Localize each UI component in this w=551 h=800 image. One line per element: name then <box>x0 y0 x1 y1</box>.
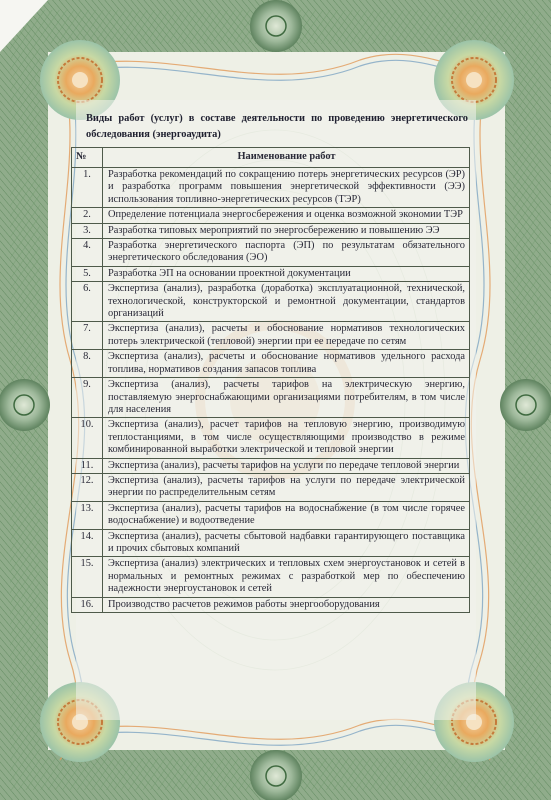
table-row <box>72 168 470 208</box>
table-row <box>72 223 470 238</box>
work-name: Разработка энергетического паспорта (ЭП) по результатам обязательного энергетического обследования (ЭО) <box>103 239 470 267</box>
work-name: Экспертиза (анализ), расчеты сбытовой надбавки гарантирующего поставщика и прочих сбытовых компаний <box>103 529 470 557</box>
table-row <box>72 529 470 557</box>
table-row <box>72 597 470 612</box>
work-name: Разработка ЭП на основании проектной документации <box>103 266 470 281</box>
table-row <box>72 208 470 223</box>
row-number: 3. <box>72 223 103 238</box>
works-table <box>71 147 470 613</box>
work-name: Экспертиза (анализ), расчеты тарифов на водоснабжение (в том числе горячее водоснабжение) и водоотведение <box>103 501 470 529</box>
table-row <box>72 501 470 529</box>
row-number: 12. <box>72 473 103 501</box>
table-row <box>72 322 470 350</box>
work-name: Разработка типовых мероприятий по энергосбережению и повышению ЭЭ <box>103 223 470 238</box>
row-number: 8. <box>72 350 103 378</box>
row-number: 6. <box>72 282 103 322</box>
row-number: 14. <box>72 529 103 557</box>
table-row <box>72 378 470 418</box>
work-name: Экспертиза (анализ), расчеты тарифов на электрическую энергию, поставляемую энергоснабжающими организациями потребителям, в том числе для населения <box>103 378 470 418</box>
table-header-row <box>72 148 470 168</box>
row-number: 16. <box>72 597 103 612</box>
row-number: 2. <box>72 208 103 223</box>
row-number: 1. <box>72 168 103 208</box>
work-name: Экспертиза (анализ) электрических и тепловых схем энергоустановок и сетей в нормальных и ремонтных режимах с разработкой мер по обеспечению надежности энергоустановок и сетей <box>103 557 470 597</box>
work-name: Производство расчетов режимов работы энергооборудования <box>103 597 470 612</box>
row-number: 10. <box>72 418 103 458</box>
row-number: 4. <box>72 239 103 267</box>
row-number: 7. <box>72 322 103 350</box>
table-row <box>72 266 470 281</box>
table-row <box>72 282 470 322</box>
table-row <box>72 239 470 267</box>
column-header-number: № <box>72 148 103 168</box>
row-number: 11. <box>72 458 103 473</box>
table-row <box>72 350 470 378</box>
work-name: Экспертиза (анализ), расчеты тарифов на услуги по передаче тепловой энергии <box>103 458 470 473</box>
row-number: 9. <box>72 378 103 418</box>
table-row <box>72 473 470 501</box>
row-number: 5. <box>72 266 103 281</box>
table-row <box>72 418 470 458</box>
work-name: Экспертиза (анализ), расчеты тарифов на услуги по передаче электрической энергии по распределительным сетям <box>103 473 470 501</box>
table-row <box>72 458 470 473</box>
work-name: Экспертиза (анализ), разработка (доработка) эксплуатационной, технической, технологической, конструкторской и ремонтной документации, стандартов организаций <box>103 282 470 322</box>
work-name: Определение потенциала энергосбережения и оценка возможной экономии ТЭР <box>103 208 470 223</box>
work-name: Экспертиза (анализ), расчеты и обоснование нормативов технологических потерь электрической (тепловой) энергии при ее передаче по сетям <box>103 322 470 350</box>
document-heading: Виды работ (услуг) в составе деятельности по проведению энергетического обследования (энергоаудита) <box>86 113 468 140</box>
column-header-work-name: Наименование работ <box>103 148 470 168</box>
work-name: Разработка рекомендаций по сокращению потерь энергетических ресурсов (ЭР) и разработка программ повышения энергетической эффективности (ЭЭ) использования топливно-энергетических ресурсов (ТЭР) <box>103 168 470 208</box>
row-number: 15. <box>72 557 103 597</box>
row-number: 13. <box>72 501 103 529</box>
work-name: Экспертиза (анализ), расчеты и обоснование нормативов удельного расхода топлива, нормативов создания запасов топлива <box>103 350 470 378</box>
work-name: Экспертиза (анализ), расчет тарифов на тепловую энергию, производимую теплостанциями, в том числе осуществляющими производство в режиме комбинированной выработки электрической и тепловой энергии <box>103 418 470 458</box>
table-row <box>72 557 470 597</box>
